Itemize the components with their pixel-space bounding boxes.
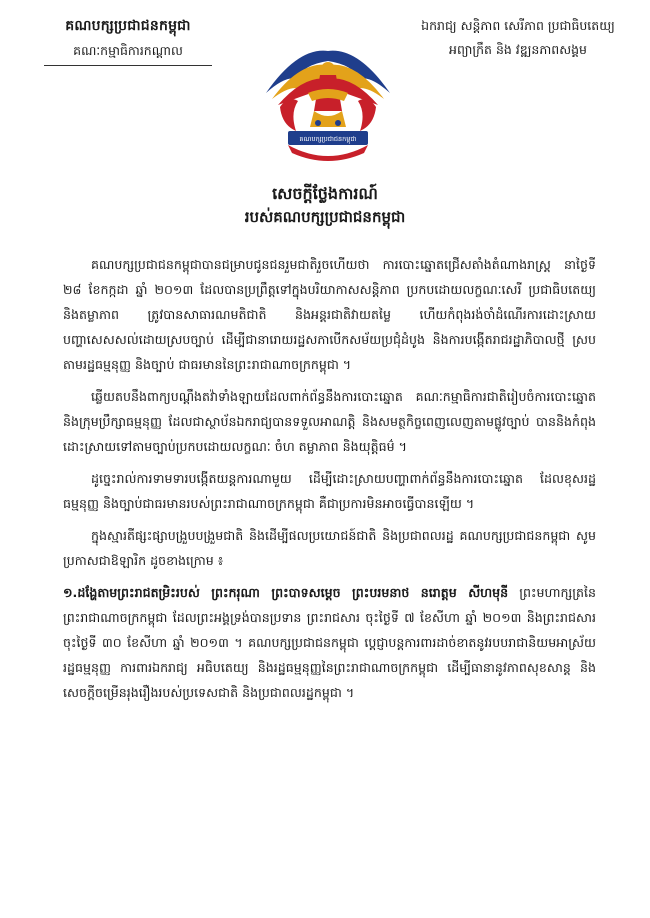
item-lead: ដង្ហែតាមព្រះរាជតម្រិះរបស់ ព្រះករុណា ព្រះបាទសម្តេច ព្រះបរមនាថ នរោត្តម សីហមុនី — [77, 585, 509, 600]
paragraph-4: ក្នុងស្មារតីផ្សះផ្សាបង្រួបបង្រួមជាតិ និងដើម្បីផលប្រយោជន៍ជាតិ និងប្រជាពលរដ្ឋ គណបក្សប្រជាជនកម្ពុជា សូមប្រកាសជាឱឡារិក ដូចខាងក្រោម ៖ — [63, 528, 596, 568]
paragraph-3: ដូច្នេះរាល់ការទាមទារបង្កើតយន្តការណាមួយ ដើម្បីដោះស្រាយបញ្ហាពាក់ព័ន្ធនឹងការបោះឆ្នោត ដែលខុសរដ្ឋធម្មនុញ្ញ និងច្បាប់ជាធរមានរបស់ព្រះរាជាណាចក្រកម្ពុជា គឺជាប្រការមិនអាចធ្វើបានឡើយ ។ — [63, 471, 596, 511]
emblem-banner-text: គណបក្សប្រជាជនកម្ពុជា — [299, 135, 357, 143]
committee-name: គណៈកម្មាធិការកណ្តាល — [73, 43, 183, 58]
statement-title: សេចក្តីថ្លែងការណ៍ — [272, 184, 378, 203]
statement-subtitle: របស់គណបក្សប្រជាជនកម្ពុជា — [244, 208, 406, 226]
motto-line-2: អព្យាក្រឹត និង វឌ្ឍនភាពសង្គម — [449, 41, 587, 57]
paragraph-1: គណបក្សប្រជាជនកម្ពុជាបានជម្រាបជូនជនរួមជាតិរួចហើយថា ការបោះឆ្នោតជ្រើសតាំងតំណាងរាស្ត្រ នាថ្ងៃទី ២៨ ខែកក្កដា ឆ្នាំ ២០១៣ ដែលបានប្រព្រឹត្តទៅក្នុងបរិយាកាសសន្តិភាព ប្រកបដោយលក្ខណៈសេរី ប្រជាធិបតេយ្យ និងតម្លាភាព ត្រូវបានសាធារណមតិជាតិ និងអន្តរជាតិវាយតម្លៃ ហើយកំពុងរង់ចាំដំណើរការដោះស្រាយបញ្ហាសេសសល់ដោយស្របច្បាប់ ដើម្បីជានារោយរដ្ឋសភាបើកសម័យប្រជុំដំបូង និងការបង្កើតរាជរដ្ឋាភិបាលថ្មី ស្របតាមរដ្ឋធម្មនុញ្ញ និងច្បាប់ ជាធរមាននៃព្រះរាជាណាចក្រកម្ពុជា ។ — [63, 257, 596, 372]
item-number: ១. — [63, 585, 78, 600]
header-divider — [44, 65, 212, 66]
paragraph-2: ឆ្លើយតបនឹងពាក្យបណ្តឹងតវ៉ាទាំងឡាយដែលពាក់ព័ន្ធនឹងការបោះឆ្នោត គណៈកម្មាធិការជាតិរៀបចំការបោះឆ្នោត និងក្រុមប្រឹក្សាធម្មនុញ្ញ ដែលជាស្ថាប័នឯករាជ្យបានទទួលអាណត្តិ និងសមត្ថកិច្ចពេញលេញតាមផ្លូវច្បាប់ បាននិងកំពុងដោះស្រាយទៅតាមច្បាប់ប្រកបដោយលក្ខណៈ ចំហ តម្លាភាព និងយុត្តិធម៌ ។ — [63, 389, 596, 454]
party-emblem — [258, 35, 398, 167]
header-right — [398, 14, 638, 62]
header-left — [18, 16, 238, 66]
statement-body — [63, 252, 596, 712]
numbered-item-1 — [63, 580, 596, 705]
party-name: គណបក្សប្រជាជនកម្ពុជា — [65, 18, 191, 34]
motto-line-1: ឯករាជ្យ សន្តិភាព សេរីភាព ប្រជាធិបតេយ្យ — [421, 18, 615, 33]
item-text: ព្រះមហាក្សត្រនៃព្រះរាជាណាចក្រកម្ពុជា ដែលព្រះអង្គទ្រង់បានប្រទាន ព្រះរាជសារ ចុះថ្ងៃទី ៧ ខែសីហា ឆ្នាំ ២០១៣ និងព្រះរាជសារ ចុះថ្ងៃទី ៣០ ខែសីហា ឆ្នាំ ២០១៣ ។ គណបក្សប្រជាជនកម្ពុជា ប្តេជ្ញាបន្តការពារដាច់ខាតនូវរបបរាជានិយមអាស្រ័យរដ្ឋធម្មនុញ្ញ ការពារឯករាជ្យ អធិបតេយ្យ និងរដ្ឋធម្មនុញ្ញនៃព្រះរាជាណាចក្រកម្ពុជា ដើម្បីធានានូវភាពសុខសាន្ត និងសេចក្តីចម្រើនរុងរឿងរបស់ប្រទេសជាតិ និងប្រជាពលរដ្ឋកម្ពុជា ។ — [63, 585, 596, 700]
